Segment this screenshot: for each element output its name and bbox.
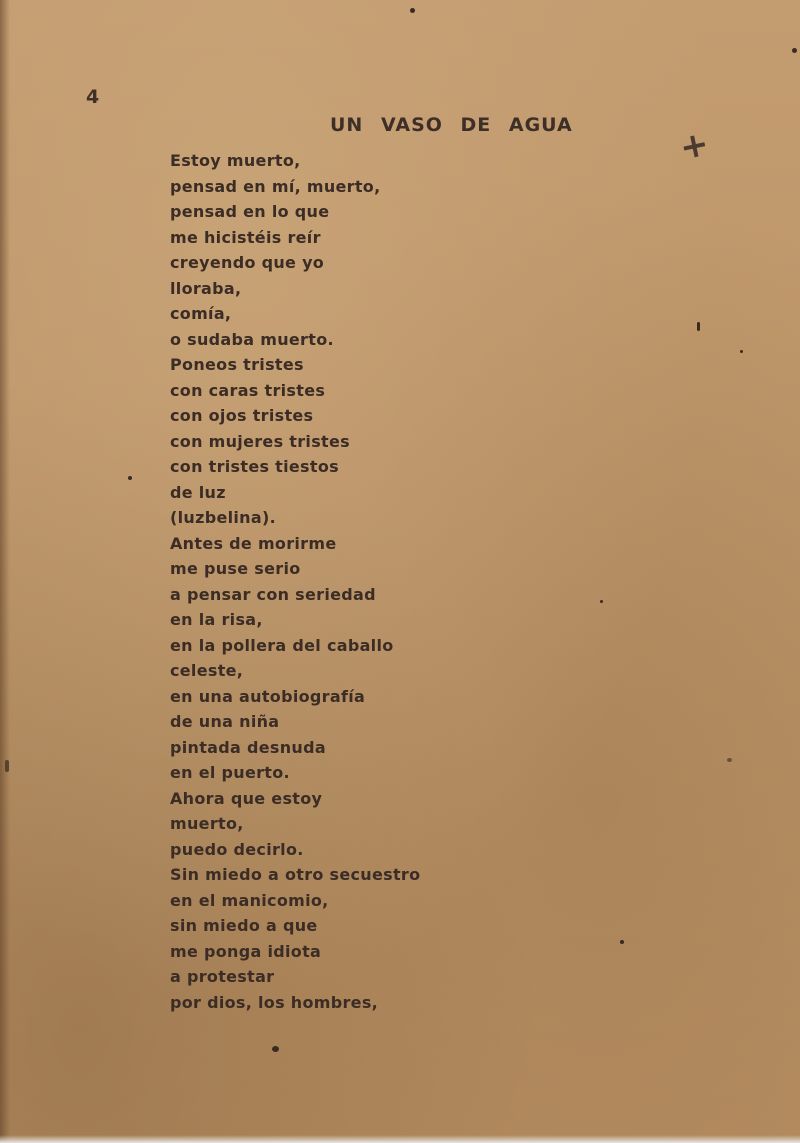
poem-line: (luzbelina). [170,508,276,527]
poem-title: UN VASO DE AGUA [330,114,573,136]
poem-line: con caras tristes [170,380,326,400]
poem-line: en el puerto. [170,763,290,782]
poem-line: me ponga idiota [170,941,322,961]
page-number: 4 [86,86,100,108]
ink-speck [740,350,743,353]
poem-line: Poneos tristes [170,355,304,374]
poem-line: con mujeres tristes [170,431,350,451]
poem-text [170,148,420,1015]
poem-line: con ojos tristes [170,406,314,425]
poem-line: a pensar con seriedad [170,584,376,604]
poem-line: en una autobiografía [170,686,366,706]
poem-line: en el manicomio, [170,890,329,910]
poem-line: creyendo que yo [170,253,325,272]
poem-line: comía, [170,304,232,323]
poem-line: me hicistéis reír [170,227,321,247]
poem-line: a protestar [170,967,275,986]
poem-line: pensad en lo que [170,202,330,221]
ink-speck [600,600,603,603]
poem-line: pintada desnuda [170,737,326,757]
poem-line: de luz [170,482,226,502]
poem-line: en la risa, [170,610,263,629]
poem-line: con tristes tiestos [170,457,339,476]
ink-speck [792,48,797,53]
poem-line: celeste, [170,661,244,680]
poem-line: muerto, [170,814,244,833]
page-left-edge-shadow [0,0,10,1143]
poem-line: sin miedo a que [170,916,318,935]
poem-line: me puse serio [170,559,301,578]
ink-speck [727,758,732,762]
ink-speck [128,476,132,480]
ink-speck [410,8,415,13]
page-bottom-edge [0,1135,800,1143]
poem-line: puedo decirlo. [170,839,304,859]
poem-line: pensad en mí, muerto, [170,176,381,196]
poem-line: Antes de morirme [170,533,337,553]
poem-line: Estoy muerto, [170,151,301,170]
poem-line: lloraba, [170,278,242,298]
poem-line: de una niña [170,712,280,731]
poem-line: Ahora que estoy [170,788,323,808]
ink-speck [272,1046,279,1052]
poem-line: Sin miedo a otro secuestro [170,865,421,884]
ink-speck [5,760,9,772]
poem-line: o sudaba muerto. [170,329,334,349]
poem-line: en la pollera del caballo [170,635,394,655]
poem-line: por dios, los hombres, [170,992,379,1012]
handwritten-margin-mark: + [676,123,713,169]
ink-speck [620,940,624,944]
ink-speck [697,322,700,331]
